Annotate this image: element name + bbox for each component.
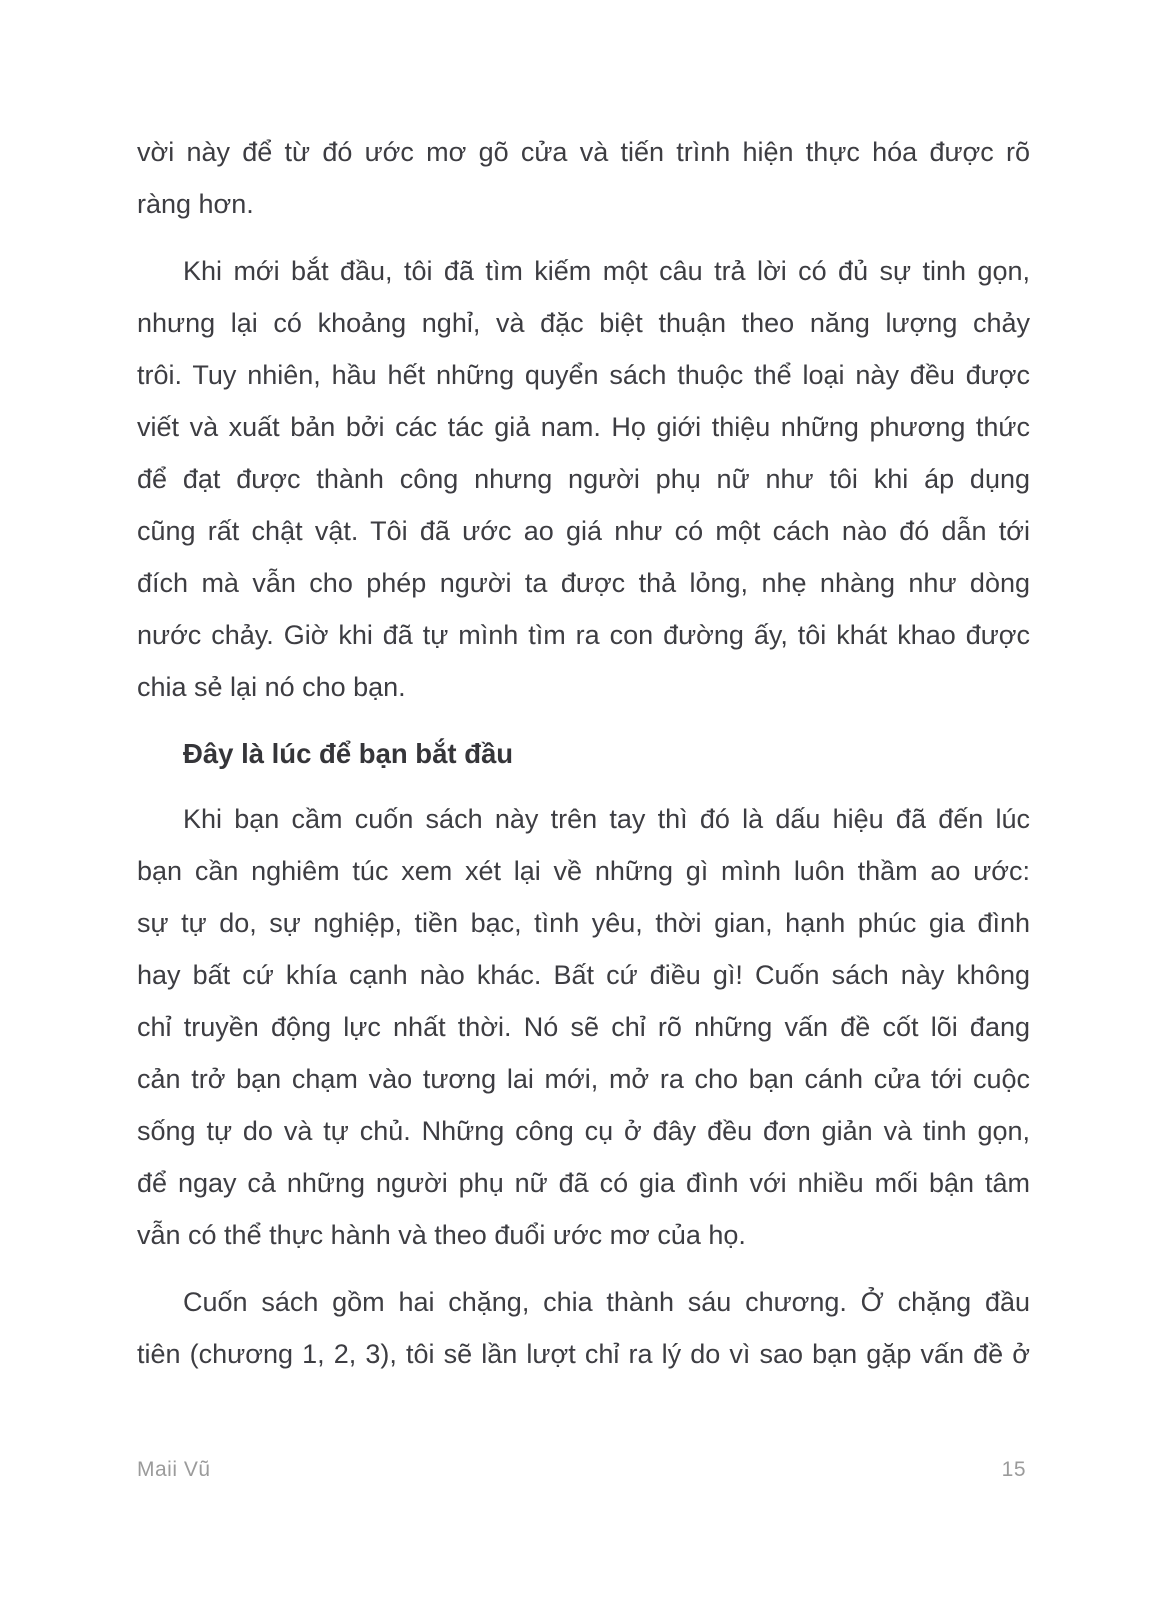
text-line: nhưng lại có khoảng nghỉ, và đặc biệt thuận theo năng lượng chảy <box>137 308 1030 338</box>
section-heading: Đây là lúc để bạn bắt đầu <box>183 738 514 769</box>
text-line: sống tự do và tự chủ. Những công cụ ở đây đều đơn giản và tinh gọn, <box>137 1116 1030 1146</box>
text-line: Khi mới bắt đầu, tôi đã tìm kiếm một câu trả lời có đủ sự tinh gọn, <box>183 256 1030 286</box>
paragraph <box>137 126 1030 230</box>
text-line: đích mà vẫn cho phép người ta được thả lỏng, nhẹ nhàng như dòng <box>137 568 1030 598</box>
text-line: Cuốn sách gồm hai chặng, chia thành sáu chương. Ở chặng đầu <box>183 1287 1030 1317</box>
paragraph <box>137 245 1030 713</box>
text-line: hay bất cứ khía cạnh nào khác. Bất cứ điều gì! Cuốn sách này không <box>137 960 1030 990</box>
text-line: cản trở bạn chạm vào tương lai mới, mở ra cho bạn cánh cửa tới cuộc <box>137 1064 1030 1094</box>
text-line: tiên (chương 1, 2, 3), tôi sẽ lần lượt chỉ ra lý do vì sao bạn gặp vấn đề ở <box>137 1339 1030 1369</box>
text-line: chia sẻ lại nó cho bạn. <box>137 672 406 702</box>
page-content <box>137 126 1030 1395</box>
text-line: nước chảy. Giờ khi đã tự mình tìm ra con đường ấy, tôi khát khao được <box>137 620 1030 650</box>
text-line: trôi. Tuy nhiên, hầu hết những quyển sách thuộc thể loại này đều được <box>137 360 1030 390</box>
page-footer <box>137 1458 1026 1482</box>
text-line: chỉ truyền động lực nhất thời. Nó sẽ chỉ rõ những vấn đề cốt lõi đang <box>137 1012 1030 1042</box>
text-line: viết và xuất bản bởi các tác giả nam. Họ giới thiệu những phương thức <box>137 412 1030 442</box>
content-blocks <box>137 126 1030 1380</box>
text-line: cũng rất chật vật. Tôi đã ước ao giá như có một cách nào đó dẫn tới <box>137 516 1030 546</box>
text-line: để đạt được thành công nhưng người phụ nữ như tôi khi áp dụng <box>137 464 1030 494</box>
footer-author: Maii Vũ <box>137 1458 211 1481</box>
text-line: ràng hơn. <box>137 189 254 219</box>
text-line: bạn cần nghiêm túc xem xét lại về những gì mình luôn thầm ao ước: <box>137 856 1030 886</box>
text-line: vời này để từ đó ước mơ gõ cửa và tiến trình hiện thực hóa được rõ <box>137 137 1030 167</box>
text-line: vẫn có thể thực hành và theo đuổi ước mơ của họ. <box>137 1220 746 1250</box>
paragraph <box>137 1276 1030 1380</box>
footer-page-number: 15 <box>1001 1458 1026 1481</box>
text-line: Khi bạn cầm cuốn sách này trên tay thì đó là dấu hiệu đã đến lúc <box>183 804 1030 834</box>
text-line: để ngay cả những người phụ nữ đã có gia đình với nhiều mối bận tâm <box>137 1168 1030 1198</box>
text-line: sự tự do, sự nghiệp, tiền bạc, tình yêu, thời gian, hạnh phúc gia đình <box>137 908 1030 938</box>
paragraph <box>137 793 1030 1261</box>
